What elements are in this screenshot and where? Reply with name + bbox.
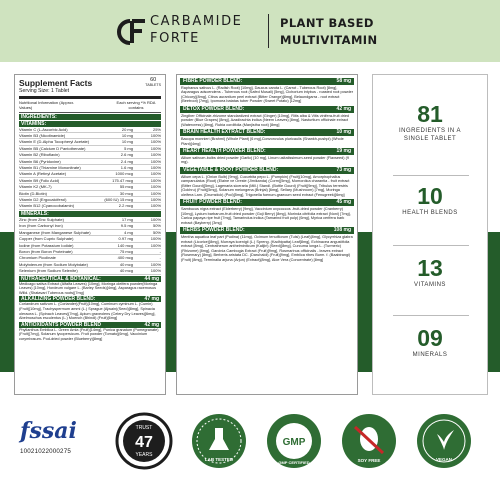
nutrient-name: Manganese (from Manganese Sulphate) xyxy=(19,229,91,235)
blend-label: HEART HEALTH POWDER BLEND: xyxy=(183,148,266,155)
blend-ingredients: Allium sativum-bulbs dried powder (Garlic) [10 mg], Linum usitatissimum-seed powder (Flaxseed) (9 mg). xyxy=(181,155,349,165)
stat-number: 10 xyxy=(417,183,443,209)
nutrient-rda: 100% xyxy=(150,268,161,274)
header-divider xyxy=(268,14,269,48)
trust-bottom-text: YEARS xyxy=(135,452,153,458)
nutrient-amount: 17 mg xyxy=(121,216,133,222)
nutrient-amount: 140 mcg xyxy=(117,242,133,248)
stat-ingredients xyxy=(373,101,487,143)
tablet-count-unit: TABLETS xyxy=(145,83,161,87)
nutrient-name: Vitamin B5 (Calcium D Pantothenate) xyxy=(19,145,86,151)
stat-label: MINERALS xyxy=(412,352,448,358)
nutrient-rda: 100% xyxy=(150,158,161,164)
alkalizing-label: ALKALIZING POWDER BLEND: xyxy=(21,296,96,303)
blend-amount: 73 mg xyxy=(336,166,351,173)
trust-47-years-badge-icon xyxy=(115,412,173,470)
nutrient-amount: 5 mg xyxy=(124,145,133,151)
nutrient-name: Vitamin K2 (MK-7) xyxy=(19,184,52,190)
alkalizing-text: Coriandrum sativum L. (Coriander)(Fruit)[10mg], Cuminum cyminum L. (Cumin)(Fruit)[10mg], Trachyspermum ammi (L.) Sprague (Ajwain)(Seed)[8mg], Spinacia oleracea L. (Spinach Leaves)[7mg], Apium graveolens (Celery Dry Leaves)[6mg], Abelmoschus esculentus (L.) Moench (Bhindi) (Fruit)[6mg] xyxy=(19,302,156,321)
nutrient-name: Vitamin D2 (Ergocalciferol) xyxy=(19,197,67,203)
nutrient-rda: 100% xyxy=(150,216,161,222)
nutrient-amount: 30 mcg xyxy=(119,190,133,196)
nutrient-name: Boron (from Boron Proteinate) xyxy=(19,248,73,254)
carbamide-logo-icon xyxy=(116,18,146,46)
nutrient-name: Vitamin E (D-Alpha Tocopheryl Acetate) xyxy=(19,139,90,145)
nutrient-rda: 50% xyxy=(152,223,161,229)
brand-name-line2: FORTE xyxy=(150,31,200,46)
gmp-text: GMP CERTIFIED xyxy=(278,460,310,465)
alkalizing-amount: 47 mg xyxy=(144,296,159,303)
ingredients-label: INGREDIENTS: xyxy=(21,113,57,120)
nutrient-name: Vitamin A (Retinyl Acetate) xyxy=(19,171,67,177)
nutrient-name: Chromium Picolinate xyxy=(19,255,56,261)
nutrient-amount: 4 mg xyxy=(124,229,133,235)
nutrient-rda: 100% xyxy=(150,242,161,248)
fssai-badge xyxy=(20,418,98,468)
blend-ingredients: Raphanus sativus L. (Radish Root) [10mg], Daucus carota L. (Carrot - Tuberous Root) [8mg], Asparagus adscendens - Tuberous root (Safed Musali) [5mg], Cichorium intybus - roasted root powder (Chicory)[8mg], Citrus aurantium peel extract (Bitter Orange)[8mg], Belaundgarra - root extract (Beetroot) [7mg], Ipomoea batatas tuber Powder (Sweet Potato) [12mg] xyxy=(181,85,353,104)
nutrient-rda: 100% xyxy=(150,197,161,203)
nutraceutical-label: NUTRACEUTICAL & BOTANICAL: xyxy=(21,275,101,282)
rda-label: Each serving *% RDA contains xyxy=(116,100,156,110)
nutrient-rda: 100% xyxy=(150,171,161,177)
nutrient-name: Copper (from Cupric Sulphate) xyxy=(19,236,74,242)
nutraceutical-text: Medicago sativa Extract (Alfalfa Leaves) [10mg], Moringa oleifera powder(Moringa Leaves) [10mg], Hordeum vulgare L. (Barley Seeds)[4mg], Asparagus racemosus Willd. (Shatavari Tuberous roots)[7mg] xyxy=(19,281,158,295)
nutrition-info-label: Nutritional Information (Approx. Values) xyxy=(19,100,75,110)
lab-tested-text: LAB TESTED xyxy=(204,457,234,462)
nutrient-amount: 20 mg xyxy=(121,126,133,132)
nutrient-amount: 2.2 mcg xyxy=(118,203,133,209)
vitamins-list xyxy=(19,127,161,210)
nutrient-row xyxy=(19,203,161,209)
nutrient-amount: 1000 mcg xyxy=(115,171,133,177)
nutrient-rda: 100% xyxy=(150,203,161,209)
nutrient-name: Zinc (from Zinc Sulphate) xyxy=(19,216,64,222)
minerals-list xyxy=(19,217,161,275)
blend-amount: 42 mg xyxy=(336,105,351,112)
nutrient-row xyxy=(19,268,161,274)
nutrient-amount: 2.4 mg xyxy=(120,158,133,164)
nutrient-amount: 9.5 mg xyxy=(120,223,133,229)
nutrient-rda: 100% xyxy=(150,152,161,158)
stats-panel xyxy=(372,74,488,395)
blend-ingredients: Allium cepa L. (Onion Bulb) [9mg], Cucurbita pepo L. (Pumpkin) (Fruit)[10mg], Amorphophallus campanulatus (Root) (Elaine ve Oreste (Jimikanda) (Corm)[5mg], Momordica charantia - fruit extract (Bitter Gourd)[5mg], Lagenaria siceraria (Mill.) Standl. (Bottle Gourd) (Fruit)[9mg], Tribulus terrestris (Gokhru) (Fruit)[5mg], Solanum melongena (Brinjal) [6mg], Sellary (Mushroom) [7mg], Moringa oleifera Lam. (Drumstick) (Pod)[5mg], Trigonella foenum-graecum seed extract (Fenugreek)[6mg] xyxy=(181,174,350,197)
stat-number: 13 xyxy=(417,255,443,281)
nutrient-amount: 75 mcg xyxy=(119,248,133,254)
nutrient-rda: 100% xyxy=(150,133,161,138)
blend-label: FRUIT POWDER BLEND: xyxy=(183,199,242,206)
blend-label: DETOX POWDER BLEND: xyxy=(183,105,245,112)
nutrient-amount: 10 mg xyxy=(121,133,133,138)
tablet-count-number: 60 xyxy=(150,77,157,83)
blend-ingredients: Bacopa monnieri (Brahmi) (Whole Plant) [6 mg],Convonvulus pluricaulis (Shankh-pushpi) (Whole Plant)[4mg] xyxy=(181,136,344,146)
nutrient-name: Molybdenum (from Sodium Molybdate) xyxy=(19,261,88,267)
nutrient-name: Vitamin B2 (Riboflavin) xyxy=(19,152,60,158)
stat-health-blends xyxy=(373,183,487,217)
supplement-facts-panel xyxy=(14,74,166,395)
stat-divider xyxy=(393,175,469,176)
nutrient-amount: 400 mcg xyxy=(117,255,133,261)
blend-header xyxy=(180,129,354,136)
stat-label: HEALTH BLENDS xyxy=(402,210,458,216)
nutrient-rda: 100% xyxy=(150,184,161,190)
minerals-label: MINERALS: xyxy=(21,210,49,217)
antioxidants-text: Phyllanthus Emblica L. Green Amla (Fruit)[14mg], Punica granatum (Pomegranate) (Fruit)[7mg], Solanum lycopersicum- Fruit powder (Tomato)[6mg], Vaccinium corymbosum- Pod-dried powder (Blueberry)[8mg] xyxy=(19,327,159,341)
stat-label: VITAMINS xyxy=(414,282,446,288)
stat-number: 09 xyxy=(417,325,443,351)
nutraceutical-amount: 44 mg xyxy=(144,275,159,282)
svg-text:GMP: GMP xyxy=(282,437,306,448)
facts-heading xyxy=(19,78,161,99)
gmp-certified-badge-icon xyxy=(265,412,323,470)
blend-header xyxy=(180,148,354,155)
ingredients-section xyxy=(19,114,161,120)
soy-free-text: SOY FREE xyxy=(357,458,381,463)
vegan-text: VEGAN xyxy=(435,457,453,462)
blend-label: FIBRE POWDER BLEND: xyxy=(183,78,243,84)
blend-amount: 45 mg xyxy=(336,199,351,206)
brand-header xyxy=(0,0,500,62)
brand-name-line1: CARBAMIDE xyxy=(150,14,243,29)
lab-tested-badge-icon xyxy=(190,412,248,470)
nutrient-name: Vitamin B9 (Folic Acid) xyxy=(19,177,60,183)
nutrient-rda: 100% xyxy=(150,190,161,196)
blends-panel xyxy=(176,74,358,395)
nutrient-amount: 40 mcg xyxy=(119,268,133,274)
serving-size: Serving Size: 1 Tablet xyxy=(19,88,70,94)
nutrient-rda: 50% xyxy=(152,229,161,235)
nutrient-rda: 100% xyxy=(150,145,161,151)
nutrient-name: Selenium (from Sodium Selenite) xyxy=(19,268,78,274)
blend-amount: 10 mg xyxy=(336,129,351,136)
nutrient-name: Vitamin C (L-Ascorbic Acid) xyxy=(19,126,68,132)
nutrient-rda: 25% xyxy=(152,126,161,132)
antioxidants-label: ANTIOXIDANTS POWDER BLEND xyxy=(21,321,101,328)
fssai-logo-icon: fssai xyxy=(20,418,77,444)
nutrient-name: Iron (from Carbonyl Iron) xyxy=(19,223,63,229)
nutrient-rda: 100% xyxy=(150,139,161,145)
blend-ingredients: Zingiber Officinale-rhizome standardized extract (Ginger) [10mg], Ritis alba & Vitis vinifera-fruit dried powder (Blue Grapes) [8mg], Azadirachta indica (Neem Leaves) [8mg], Nasturtium officinale extract (Watercress) [8mg], Rubia cordifolia (Manjistha root) [8mg] xyxy=(181,113,350,127)
product-name-line1: PLANT BASED xyxy=(280,16,374,30)
nutrient-name: Vitamin B3 (Nicotinamide) xyxy=(19,133,66,138)
nutrient-name: Iodine (from Potassium Iodide) xyxy=(19,242,74,248)
nutrient-rda: - xyxy=(159,255,161,261)
stat-divider xyxy=(393,315,469,316)
nutrient-name: Vitamin B1 (Thiamine Mononitrate) xyxy=(19,165,81,171)
trust-top-text: TRUST xyxy=(135,425,153,431)
blend-header xyxy=(180,106,354,113)
blend-label: BRAIN HEALTH EXTRACT BLEND: xyxy=(183,129,266,136)
blend-amount: 19 mg xyxy=(336,148,351,155)
nutrient-rda: 100% xyxy=(150,177,161,183)
stat-number: 81 xyxy=(417,101,443,127)
blend-label: VEGETABLE & ROOT POWDER BLEND: xyxy=(183,166,279,173)
blend-header xyxy=(180,78,354,85)
nutrient-amount: 55 mcg xyxy=(119,184,133,190)
nutrient-rda: 100% xyxy=(150,165,161,171)
nutrient-amount: 175.47 mcg xyxy=(112,177,133,183)
blend-ingredients: Mentha aquatica leaf part (Pudina) (11mg), Ocimum tenuiflorum (Tulsi) (Leaf)[8mg], Glycyrrhiza glabra extract (Licorice)[8mg], Murraya koenigii (L.) Spreng. (Kadhipatta) Leaf[8mg], Echinacea angustifolia extract [8mg], Centratherum anthelminticum (Kalijiri) (Seed)[8mg], Curcuma longa L. (Turmeric) (Rhizome) [8mg], Garcinia Cambogia Extract (Fruit)[9mg], Rosmarinus officinalis - leaves extract (Rosemary) [8mg], Berberis aristata DC. (Daruhaldi) (Fruit)[9mg], Emblica ribes Burm. f. (Baabirangi) (Fruit) [8mg], Terminalia arjuna (Arjun) (Extract)[8mg], Aloe Vera (Concentrate) [8mg] xyxy=(181,235,353,262)
nutrient-rda: - xyxy=(159,248,161,254)
stat-vitamins xyxy=(373,255,487,289)
blend-header xyxy=(180,167,354,174)
nutrient-name: Biotin (D-Biotin) xyxy=(19,190,48,196)
trust-years-number: 47 xyxy=(135,434,153,451)
blend-ingredients: Sambucus nigra extract (Elderberry) [9mg], Vaccinium oxycoccos -fruit-dried powder (Cranberry) [10mg], Lycium barbarum-fruit dried powder (Goji Berry) [8mg], Morinda citrifolia extract (Noni) [7mg], Carica papaya ripe fruit [7mg], Tamarindus indica (Tamarind fruit pulp) [6mg], Myrica cerifera bark extract (Bayberry) [3mg] xyxy=(181,207,351,225)
nutrient-rda: 100% xyxy=(150,261,161,267)
facts-title: Supplement Facts xyxy=(19,78,93,88)
blend-header xyxy=(180,199,354,206)
tablet-count xyxy=(145,78,161,95)
product-name-line2: MULTIVITAMIN xyxy=(280,33,378,47)
nutrient-amount: 10 mg xyxy=(121,139,133,145)
stat-label: INGREDIENTS IN A SINGLE TABLET xyxy=(398,128,461,142)
blend-amount: 108 mg xyxy=(333,227,351,234)
nutrition-header xyxy=(19,101,161,113)
nutrient-amount: 40 mcg xyxy=(119,261,133,267)
soy-free-badge-icon xyxy=(340,412,398,470)
nutrient-name: Vitamin B6 (Pyridoxine) xyxy=(19,158,61,164)
vegan-badge-icon xyxy=(415,412,473,470)
fssai-license-number: 10021022000275 xyxy=(20,448,71,455)
nutrient-rda: 100% xyxy=(150,236,161,242)
blend-header xyxy=(180,227,354,234)
antioxidants-amount: 42 mg xyxy=(144,321,159,328)
vitamins-label: VITAMINS: xyxy=(21,120,47,127)
blend-label: HERBS POWDER BLEND: xyxy=(183,227,245,234)
nutrient-amount: (600 IU) 15 mcg xyxy=(104,197,133,203)
nutrient-amount: 1.6 mg xyxy=(120,165,133,171)
stat-minerals xyxy=(373,325,487,359)
nutrient-amount: 2.6 mg xyxy=(120,152,133,158)
stat-divider xyxy=(393,245,469,246)
nutrient-amount: 0.97 mg xyxy=(118,236,133,242)
nutrient-name: Vitamin B12 (Cyanocobalamin) xyxy=(19,203,75,209)
blend-amount: 58 mg xyxy=(336,78,351,84)
